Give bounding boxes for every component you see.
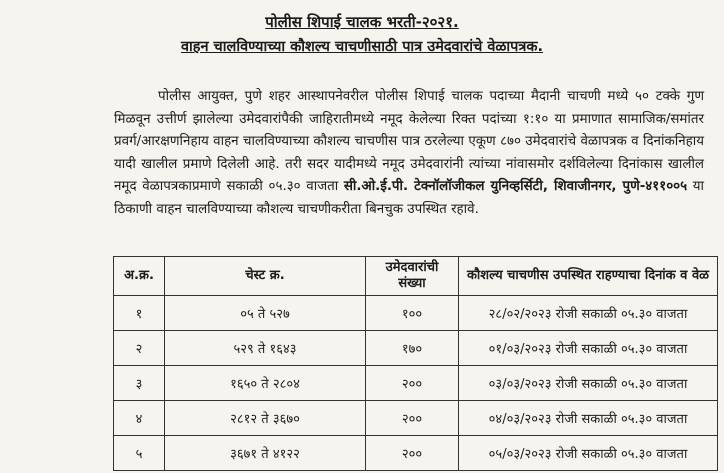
- venue-text: सी.ओ.ई.पी. टेक्नॉलॉजीकल युनिव्हर्सिटी, शिवाजीनगर, पुणे-४११००५: [343, 179, 688, 194]
- table-row: [114, 401, 718, 436]
- table-row: [114, 331, 718, 366]
- cell-serial: २: [114, 331, 165, 366]
- cell-serial: ५: [114, 436, 165, 471]
- cell-candidate-count: २००: [366, 401, 459, 436]
- cell-serial: १: [114, 296, 165, 331]
- cell-chest-number: १६५० ते २८०४: [165, 366, 366, 401]
- cell-date-time: ०५/०३/२०२३ रोजी सकाळी ०५.३० वाजता: [459, 436, 718, 471]
- cell-date-time: ०३/०३/२०२३ रोजी सकाळी ०५.३० वाजता: [459, 366, 718, 401]
- cell-chest-number: ०५ ते ५२७: [165, 296, 366, 331]
- header-serial: अ.क्र.: [114, 257, 165, 296]
- header-date-time: कौशल्य चाचणीस उपस्थित राहण्याचा दिनांक व वेळ: [459, 257, 718, 296]
- cell-candidate-count: १००: [366, 296, 459, 331]
- cell-candidate-count: २००: [366, 366, 459, 401]
- cell-candidate-count: २००: [366, 436, 459, 471]
- table-row: [114, 366, 718, 401]
- cell-date-time: २८/०२/२०२३ रोजी सकाळी ०५.३० वाजता: [459, 296, 718, 331]
- cell-serial: ४: [114, 401, 165, 436]
- paragraph-text: पोलीस आयुक्त, पुणे शहर आस्थापनेवरील पोलीस शिपाई चालक पदाच्या मैदानी चाचणी मध्ये ५० टक्के गुण मिळवून उत्तीर्ण झालेल्या उमेदवारांपैकी जाहिरातीमध्ये नमूद केलेल्या रिक्त पदांच्या १:१० या प्रमाणात सामाजिक/समांतर प्रवर्ग/आरक्षणनिहाय वाहन चालविण्याच्या कौशल्य चाचणीस पात्र ठरलेल्या एकूण ८७० उमेदवारांचे वेळापत्रक व दिनांकनिहाय यादी खालील प्रमाणे दिलेली आहे. तरी सदर यादीमध्ये नमूद उमेदवारांनी त्यांच्या नांवासमोर दर्शविलेल्या दिनांकास खालील नमूद वेळापत्रकाप्रमाणे सकाळी ०५.३० वाजता: [114, 89, 704, 194]
- notice-paragraph: [114, 86, 704, 221]
- cell-chest-number: ५२९ ते १६४३: [165, 331, 366, 366]
- header-candidate-count: उमेदवारांची संख्या: [366, 257, 459, 296]
- table-row: [114, 296, 718, 331]
- table-header-row: [114, 257, 718, 296]
- cell-chest-number: २८१२ ते ३६७०: [165, 401, 366, 436]
- cell-candidate-count: १७०: [366, 331, 459, 366]
- cell-serial: ३: [114, 366, 165, 401]
- paragraph-ending: या ठिकाणी वाहन चालविण्याच्या कौशल्य चाचणीकरीता बिनचुक उपस्थित रहावे.: [114, 179, 704, 217]
- cell-chest-number: ३६७१ ते ४१२२: [165, 436, 366, 471]
- schedule-table: [113, 256, 718, 471]
- table-row: [114, 436, 718, 471]
- cell-date-time: ०१/०३/२०२३ रोजी सकाळी ०५.३० वाजता: [459, 331, 718, 366]
- cell-date-time: ०४/०३/२०२३ रोजी सकाळी ०५.३० वाजता: [459, 401, 718, 436]
- document-subtitle: वाहन चालविण्याच्या कौशल्य चाचणीसाठी पात्र उमेदवारांचे वेळापत्रक.: [180, 39, 544, 55]
- header-chest-number: चेस्ट क्र.: [165, 257, 366, 296]
- document-title: पोलीस शिपाई चालक भरती-२०२१.: [265, 13, 459, 31]
